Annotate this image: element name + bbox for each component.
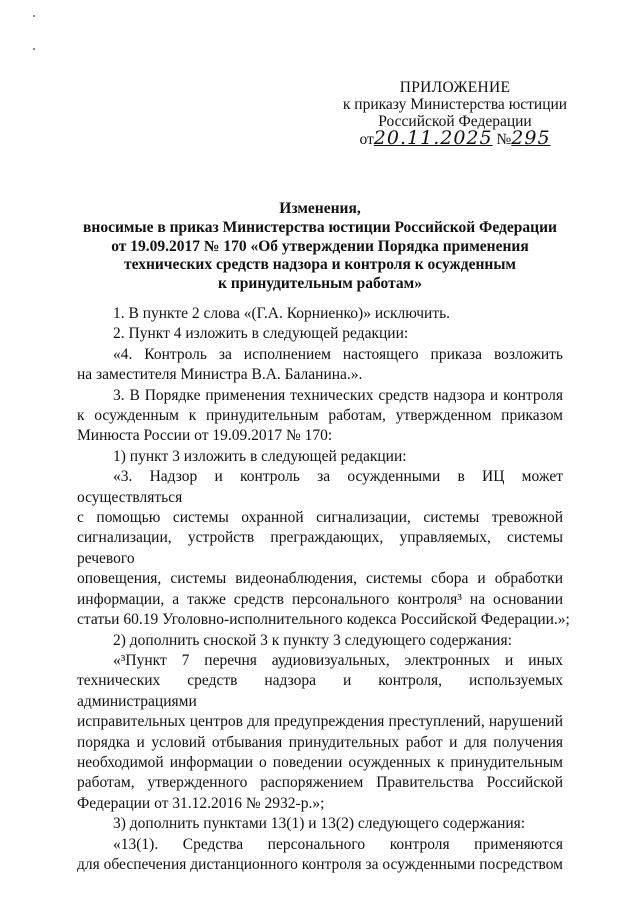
text-line: 2) дополнить сноской 3 к пункту 3 следующего содержания: bbox=[113, 631, 512, 649]
paragraph bbox=[77, 304, 563, 324]
document-body bbox=[77, 304, 570, 875]
paragraph bbox=[77, 835, 563, 876]
paragraph bbox=[77, 324, 563, 344]
text-line: сигнализации, устройств преграждающих, управляемых, системы речевого bbox=[77, 529, 563, 567]
text-line: 1. В пункте 2 слова «(Г.А. Корниенко)» исключить. bbox=[113, 305, 451, 322]
text-line: «4. Контроль за исполнением настоящего приказа возложить bbox=[113, 345, 563, 363]
text-line: к осужденным к принудительным работам, утвержденном приказом bbox=[77, 407, 563, 425]
text-line: исправительных центров для предупреждения преступлений, нарушений bbox=[77, 713, 563, 731]
text-line: 3. В Порядке применения технических средств надзора и контроля bbox=[113, 386, 563, 404]
appendix-line-1: к приказу Министерства юстиции bbox=[342, 96, 568, 113]
number-prefix: № bbox=[496, 131, 512, 148]
text-line: 2. Пункт 4 изложить в следующей редакции: bbox=[113, 325, 409, 343]
title-line: вносимые в приказ Министерства юстиции Российской Федерации bbox=[83, 218, 557, 236]
handwritten-number: 295 bbox=[511, 127, 551, 149]
text-line: для обеспечения дистанционного контроля за осужденными посредством bbox=[77, 855, 563, 873]
text-line: Федерации от 31.12.2016 № 2932-р.»; bbox=[77, 794, 325, 812]
text-line: «13(1). Средства персонального контроля применяются bbox=[113, 835, 563, 853]
text-line: статьи 60.19 Уголовно-исполнительного кодекса Российской Федерации.»; bbox=[77, 611, 570, 629]
title-line: к принудительным работам» bbox=[218, 275, 422, 293]
text-line: оповещения, системы видеонаблюдения, системы сбора и обработки bbox=[77, 570, 563, 588]
text-line: «3. Надзор и контроль за осужденными в ИЦ может осуществляться bbox=[77, 468, 563, 506]
date-prefix: от bbox=[359, 131, 374, 148]
text-line: информации, а также средств персонального контроля³ на основании bbox=[77, 590, 563, 608]
text-line: на заместителя Министра В.А. Баланина.». bbox=[77, 366, 363, 384]
text-line: работам, утвержденного распоряжением Правительства Российской bbox=[77, 774, 563, 792]
appendix-line-2: Российской Федерации bbox=[378, 113, 532, 130]
text-line: необходимой информации о поведении осужденных к принудительным bbox=[77, 753, 563, 771]
scan-speck bbox=[33, 48, 35, 50]
paragraph bbox=[77, 814, 563, 834]
title-line: от 19.09.2017 № 170 «Об утверждении Порядка применения bbox=[111, 237, 529, 255]
appendix-date-line bbox=[330, 127, 580, 149]
text-line: порядка и условий отбывания принудительных работ и для получения bbox=[77, 733, 563, 751]
text-line: технических средств надзора и контроля, используемых администрациями bbox=[77, 672, 563, 710]
paragraph bbox=[77, 345, 563, 386]
scan-speck bbox=[33, 15, 35, 17]
text-line: 1) пункт 3 изложить в следующей редакции: bbox=[113, 447, 407, 465]
title-line: технических средств надзора и контроля к осужденным bbox=[124, 256, 516, 274]
appendix-header bbox=[330, 79, 580, 148]
paragraph bbox=[77, 386, 563, 447]
appendix-title: ПРИЛОЖЕНИЕ bbox=[399, 79, 511, 96]
handwritten-date: 20.11.2025 bbox=[373, 127, 493, 149]
text-line: Минюста России от 19.09.2017 № 170: bbox=[77, 427, 333, 445]
text-line: «³Пункт 7 перечня аудиовизуальных, электронных и иных bbox=[113, 651, 563, 669]
paragraph bbox=[77, 467, 570, 630]
paragraph bbox=[77, 651, 563, 814]
title-line: Изменения, bbox=[279, 200, 361, 217]
text-line: с помощью системы охранной сигнализации, системы тревожной bbox=[77, 509, 563, 527]
document-title bbox=[70, 200, 570, 294]
paragraph bbox=[77, 447, 563, 467]
paragraph bbox=[77, 631, 563, 651]
text-line: 3) дополнить пунктами 13(1) и 13(2) следующего содержания: bbox=[113, 815, 526, 833]
